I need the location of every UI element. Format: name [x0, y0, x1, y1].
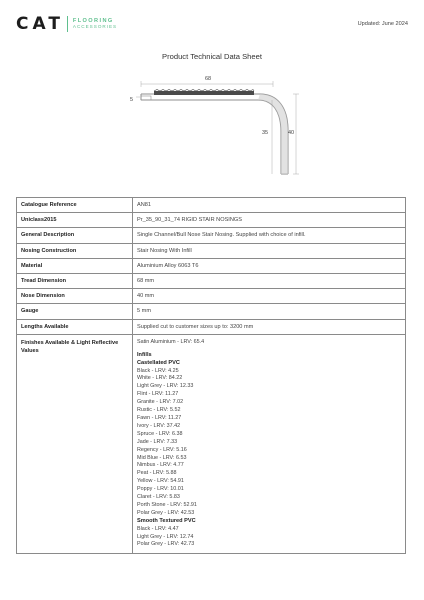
- spec-value: Pr_35_90_31_74 RIGID STAIR NOSINGS: [133, 213, 406, 228]
- spec-label: Finishes Available & Light Reflective Values: [17, 334, 133, 554]
- spec-table: [16, 197, 406, 554]
- infills-heading: Infills: [137, 351, 152, 358]
- castellated-infill-item: Peat - LRV: 5.88: [137, 470, 177, 477]
- gauge-dimension-label: 5: [130, 97, 134, 103]
- finishes-list: [133, 334, 406, 554]
- spec-value: 5 mm: [133, 304, 406, 319]
- updated-date: Updated: June 2024: [357, 21, 408, 27]
- castellated-list: [137, 368, 401, 518]
- castellated-infill-item: Jade - LRV: 7.33: [137, 438, 178, 445]
- spec-row-lengths-available: [17, 319, 406, 334]
- spec-value: 68 mm: [133, 274, 406, 289]
- brand-tagline: [73, 18, 117, 30]
- castellated-heading: Castellated PVC: [137, 359, 180, 366]
- castellated-infill-item: Claret - LRV: 5.83: [137, 494, 180, 501]
- smooth-list: [137, 526, 401, 550]
- spec-row-material: [17, 258, 406, 273]
- profile-drawing: [120, 70, 320, 188]
- spec-row-nose-dimension: [17, 289, 406, 304]
- spec-row-uniclass: [17, 213, 406, 228]
- document-title: Product Technical Data Sheet: [162, 52, 262, 61]
- spec-label: Catalogue Reference: [17, 198, 133, 213]
- spec-label: Nosing Construction: [17, 243, 133, 258]
- castellated-infill-item: Flint - LRV: 11.27: [137, 391, 179, 398]
- brand-name: CAT: [16, 14, 64, 34]
- spec-label: Gauge: [17, 304, 133, 319]
- spec-label: Nose Dimension: [17, 289, 133, 304]
- smooth-infill-item: Light Grey - LRV: 12.74: [137, 533, 194, 540]
- spec-value: Aluminium Alloy 6063 T6: [133, 258, 406, 273]
- castellated-infill-item: Ivory - LRV: 37.42: [137, 422, 181, 429]
- castellated-infill-item: Poppy - LRV: 10.01: [137, 486, 184, 493]
- castellated-infill-item: Nimbus - LRV: 4.77: [137, 462, 184, 469]
- inner-height-dimension-label: 35: [262, 130, 269, 136]
- castellated-infill-item: Light Grey - LRV: 12.33: [137, 383, 194, 390]
- spec-row-general-description: [17, 228, 406, 243]
- spec-value: 40 mm: [133, 289, 406, 304]
- spec-row-tread-dimension: [17, 274, 406, 289]
- brand-logo: [16, 15, 117, 33]
- castellated-infill-item: Regency - LRV: 5.16: [137, 446, 187, 453]
- castellated-infill-item: White - LRV: 84.22: [137, 375, 183, 382]
- brand-tagline-line-2: ACCESSORIES: [72, 24, 118, 29]
- nosing-profile-inner: [141, 100, 281, 174]
- height-dimension-label: 40: [288, 130, 295, 136]
- spec-label: Lengths Available: [17, 319, 133, 334]
- smooth-infill-item: Black - LRV: 4.47: [137, 525, 179, 532]
- spec-row-finishes: [17, 334, 406, 554]
- spec-value: Single Channel/Bull Nose Stair Nosing. Supplied with choice of infill.: [133, 228, 406, 243]
- spec-value: AN81: [133, 198, 406, 213]
- page-header: [0, 0, 424, 48]
- spec-label: Material: [17, 258, 133, 273]
- brand-tagline-line-1: FLOORING: [72, 18, 114, 24]
- castellated-infill-item: Fawn - LRV: 11.27: [137, 414, 182, 421]
- spec-label: Tread Dimension: [17, 274, 133, 289]
- castellated-infill-item: Polar Grey - LRV: 42.53: [137, 509, 195, 516]
- castellated-infill-item: Spruce - LRV: 6.38: [137, 430, 183, 437]
- castellated-infill-item: Black - LRV: 4.25: [137, 367, 179, 374]
- logo-divider: [67, 16, 68, 32]
- castellated-infill-item: Rustic - LRV: 5.52: [137, 407, 181, 414]
- spec-label: Uniclass2015: [17, 213, 133, 228]
- castellated-infill-item: Mid Blue - LRV: 6.53: [137, 454, 187, 461]
- smooth-infill-item: Polar Grey - LRV: 42.73: [137, 541, 195, 548]
- castellated-infill-item: Porth Stone - LRV: 52.91: [137, 501, 197, 508]
- spec-value: Stair Nosing With Infill: [133, 243, 406, 258]
- width-dimension-label: 68: [205, 76, 212, 82]
- spec-row-catalogue-reference: [17, 198, 406, 213]
- infill-strip: [154, 91, 254, 95]
- castellated-infill-item: Granite - LRV: 7.02: [137, 399, 184, 406]
- spec-label: General Description: [17, 228, 133, 243]
- castellated-infill-item: Yellow - LRV: 54.91: [137, 478, 184, 485]
- spec-row-nosing-construction: [17, 243, 406, 258]
- spec-value: Supplied cut to customer sizes up to: 3200 mm: [133, 319, 406, 334]
- spec-row-gauge: [17, 304, 406, 319]
- smooth-heading: Smooth Textured PVC: [137, 517, 196, 524]
- satin-finish: Satin Aluminium - LRV: 65.4: [137, 338, 205, 345]
